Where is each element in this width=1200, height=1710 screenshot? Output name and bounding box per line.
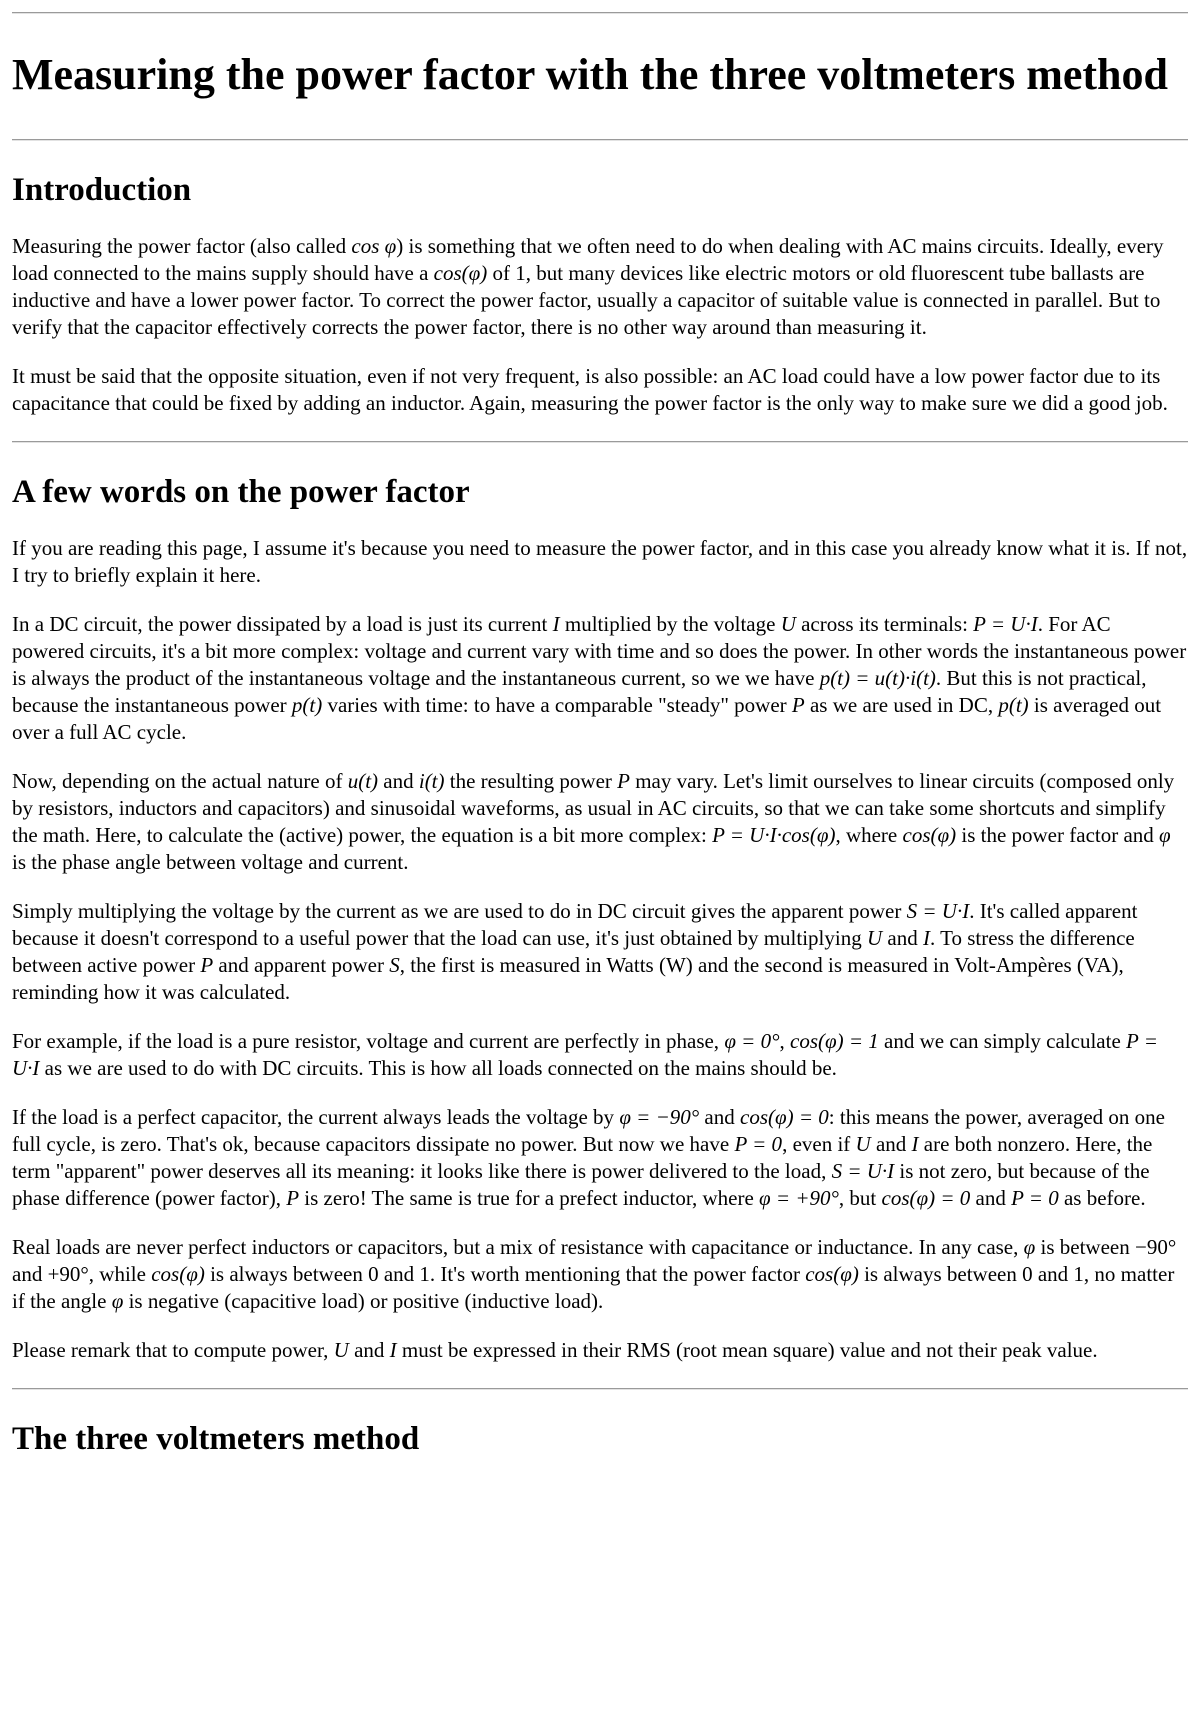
pf-paragraph-2: In a DC circuit, the power dissipated by a load is just its current I multiplied by the voltage U across its terminals: P = U·I. For AC powered circuits, it's a bit more complex: voltage and current vary with time and so does the power. In other words the instantaneous power is always the product of the instantaneous voltage and the instantaneous current, so we we have p(t) = u(t)·i(t). But this is not practical, because the instantaneous power p(t) varies with time: to have a comparable "steady" power P as we are used in DC, p(t) is averaged out over a full AC cycle. (12, 612, 1187, 744)
heading-power-factor: A few words on the power factor (12, 474, 470, 510)
page-title: Measuring the power factor with the three voltmeters method (12, 50, 1168, 99)
pf-paragraph-1: If you are reading this page, I assume it's because you need to measure the power factor, and in this case you already know what it is. If not, I try to briefly explain it here. (12, 536, 1188, 587)
section-divider (12, 441, 1188, 443)
section-divider (12, 1388, 1188, 1390)
pf-paragraph-6: If the load is a perfect capacitor, the current always leads the voltage by φ = −90° and cos(φ) = 0: this means the power, averaged on one full cycle, is zero. That's ok, because capacitors dissipate no power. But now we have P = 0, even if U and I are both nonzero. Here, the term "apparent" power deserves all its meaning: it looks like there is power delivered to the load, S = U·I is not zero, but because of the phase difference (power factor), P is zero! The same is true for a prefect inductor, where φ = +90°, but cos(φ) = 0 and P = 0 as before. (12, 1105, 1165, 1210)
pf-paragraph-5: For example, if the load is a pure resistor, voltage and current are perfectly in phase, φ = 0°, cos(φ) = 1 and we can simply calculate P = U·I as we are used to do with DC circuits. This is how all loads connected on the mains should be. (12, 1029, 1158, 1080)
heading-introduction: Introduction (12, 172, 192, 208)
intro-paragraph-2: It must be said that the opposite situation, even if not very frequent, is also possible: an AC load could have a low power factor due to its capacitance that could be fixed by adding an inductor. Again, measuring the power factor is the only way to make sure we did a good job. (12, 364, 1168, 415)
pf-paragraph-7: Real loads are never perfect inductors or capacitors, but a mix of resistance with capacitance or inductance. In any case, φ is between −90° and +90°, while cos(φ) is always between 0 and 1. It's worth mentioning that the power factor cos(φ) is always between 0 and 1, no matter if the angle φ is negative (capacitive load) or positive (inductive load). (12, 1235, 1177, 1313)
pf-paragraph-3: Now, depending on the actual nature of u(t) and i(t) the resulting power P may vary. Let's limit ourselves to linear circuits (composed only by resistors, inductors and capacitors) and sinusoidal waveforms, as usual in AC circuits, so that we can take some shortcuts and simplify the math. Here, to calculate the (active) power, the equation is a bit more complex: P = U·I·cos(φ), where cos(φ) is the power factor and φ is the phase angle between voltage and current. (12, 769, 1175, 874)
section-divider (12, 139, 1188, 141)
top-divider (12, 12, 1188, 14)
pf-paragraph-4: Simply multiplying the voltage by the current as we are used to do in DC circuit gives the apparent power S = U·I. It's called apparent because it doesn't correspond to a useful power that the load can use, it's just obtained by multiplying U and I. To stress the difference between active power P and apparent power S, the first is measured in Watts (W) and the second is measured in Volt-Ampères (VA), reminding how it was calculated. (12, 899, 1138, 1004)
intro-paragraph-1: Measuring the power factor (also called cos φ) is something that we often need to do when dealing with AC mains circuits. Ideally, every load connected to the mains supply should have a cos(φ) of 1, but many devices like electric motors or old fluorescent tube ballasts are inductive and have a lower power factor. To correct the power factor, usually a capacitor of suitable value is connected in parallel. But to verify that the capacitor effectively corrects the power factor, there is no other way around than measuring it. (12, 234, 1164, 339)
pf-paragraph-8: Please remark that to compute power, U and I must be expressed in their RMS (root mean square) value and not their peak value. (12, 1338, 1098, 1362)
heading-three-voltmeters: The three voltmeters method (12, 1421, 420, 1457)
